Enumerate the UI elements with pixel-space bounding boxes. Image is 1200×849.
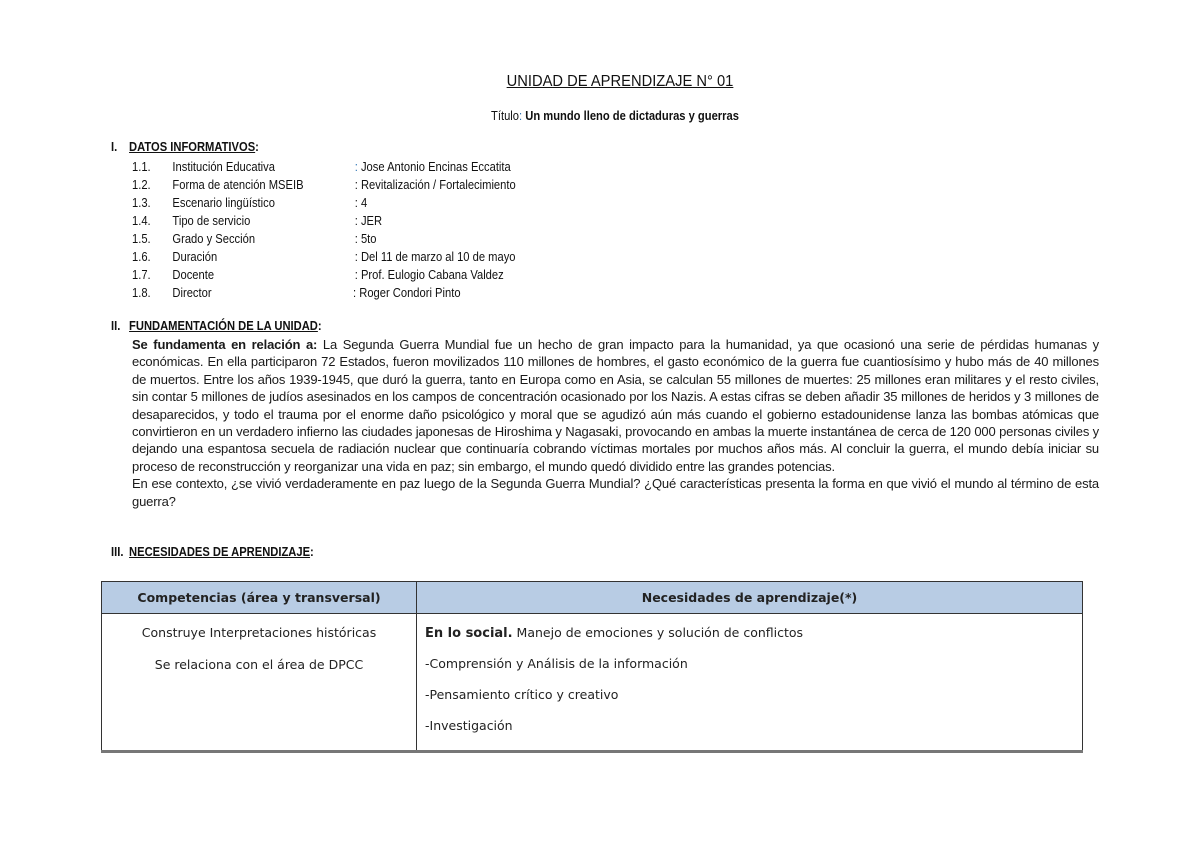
info-separator: : <box>354 195 358 210</box>
info-value-text: 4 <box>357 195 368 210</box>
info-number: 1.7. <box>132 267 151 282</box>
info-value <box>355 230 377 248</box>
column-header-competencias: Competencias (área y transversal) <box>102 582 417 614</box>
section-heading-datos <box>111 139 259 154</box>
info-value-text: Prof. Eulogio Cabana Valdez <box>357 267 504 282</box>
necesidad-item: -Pensamiento crítico y creativo <box>425 687 619 702</box>
cell-competencias <box>102 614 417 752</box>
info-value-text: Jose Antonio Encinas Eccatita <box>357 159 511 174</box>
info-number: 1.1. <box>132 159 151 174</box>
info-value-text: Del 11 de marzo al 10 de mayo <box>357 249 516 264</box>
subtitle-value: Un mundo lleno de dictaduras y guerras <box>522 108 739 123</box>
info-key: Institución Educativa <box>172 159 275 174</box>
fundamentacion-lead: Se fundamenta en relación a: <box>132 337 318 352</box>
info-separator: : <box>354 267 358 282</box>
info-value <box>355 212 382 230</box>
info-key: Docente <box>172 267 215 282</box>
info-separator: : <box>353 285 357 300</box>
competencia-item: Se relaciona con el área de DPCC <box>154 657 364 672</box>
document-subtitle <box>86 108 1144 123</box>
info-separator: : <box>354 249 358 264</box>
fundamentacion-text: La Segunda Guerra Mundial fue un hecho de gran impacto para la humanidad, ya que ocasionó una serie de pérdidas humanas y económicas. En ella participaron 72 Estados, fueron movilizados 110 millones de hombres, el gasto económico de la guerra fue cuantiosísimo y hubo más de 40 millones de muertos. Entre los años 1939-1945, que duró la guerra, tanto en Europa como en Asia, se calculan 55 millones de muertes: 25 millones eran militares y el resto civiles, sin contar 5 millones de judíos asesinados en los campos de concentración ocasionado por los Nazis. A estas cifras se deben añadir 35 millones de heridos y 3 millones de desaparecidos, y todo el trauma por el enorme daño psicológico y moral que se agudizó aún más cuando el gobierno estadounidense lanza las bombas atómicas que convirtieron en un verdadero infierno las ciudades japonesas de Hiroshima y Nagasaki, provocando en ambas la muerte instantánea de cerca de 120 000 personas civiles y dejando una espantosa secuela de radiación nuclear que continuaría cobrando víctimas mortales por muchos años más. Al concluir la guerra, el mundo debía iniciar su proceso de reconstrucción y reorganizar una vida en paz; sin embargo, el mundo quedó dividido entre las grandes potencias. <box>132 337 1099 474</box>
info-number: 1.8. <box>132 285 151 300</box>
section-title: NECESIDADES DE APRENDIZAJE <box>129 544 311 559</box>
section-colon: : <box>317 318 322 333</box>
section-colon: : <box>310 544 314 559</box>
info-value-text: Roger Condori Pinto <box>356 285 461 300</box>
page-title: UNIDAD DE APRENDIZAJE N° 01 <box>506 73 734 90</box>
info-separator: : <box>354 231 358 246</box>
section-title: DATOS INFORMATIVOS <box>129 139 256 154</box>
section-title: FUNDAMENTACIÓN DE LA UNIDAD <box>129 318 318 333</box>
info-separator: : <box>354 159 358 174</box>
fundamentacion-question: En ese contexto, ¿se vivió verdaderamente en paz luego de la Segunda Guerra Mundial? ¿Qué características presenta la forma en que vivió el mundo al término de esta guerra? <box>132 476 1099 509</box>
fundamentacion-paragraph <box>132 336 1099 475</box>
necesidad-item-social <box>425 625 1082 656</box>
necesidad-item: -Investigación <box>425 718 513 733</box>
section-heading-necesidades <box>111 544 314 559</box>
info-value <box>355 194 367 212</box>
necesidad-bold-label: En lo social. <box>425 626 513 641</box>
section-number: I. <box>111 139 118 154</box>
info-key: Director <box>172 285 212 300</box>
section-number: II. <box>111 318 121 333</box>
info-key: Forma de atención MSEIB <box>172 177 304 192</box>
table-header-row <box>102 582 1083 614</box>
info-value-text: JER <box>357 213 383 228</box>
necesidad-item: -Comprensión y Análisis de la información <box>425 656 688 671</box>
info-value <box>355 248 516 266</box>
table-row <box>102 614 1083 752</box>
info-number: 1.6. <box>132 249 151 264</box>
info-value-text: 5to <box>357 231 377 246</box>
necesidad-text: Manejo de emociones y solución de conflictos <box>512 625 804 640</box>
info-key: Escenario lingüístico <box>172 195 275 210</box>
info-separator: : <box>354 177 358 192</box>
section-colon: : <box>255 139 259 154</box>
column-header-necesidades: Necesidades de aprendizaje(*) <box>417 582 1083 614</box>
info-value <box>353 284 461 302</box>
info-value-text: Revitalización / Fortalecimiento <box>357 177 516 192</box>
info-value <box>355 266 504 284</box>
section-heading-fundamentacion <box>111 318 322 333</box>
fundamentacion-body <box>132 336 1099 510</box>
info-number: 1.2. <box>132 177 151 192</box>
cell-necesidades <box>417 614 1083 752</box>
info-key: Tipo de servicio <box>172 213 251 228</box>
necesidades-table <box>101 581 1083 753</box>
info-number: 1.4. <box>132 213 151 228</box>
info-value <box>355 158 511 176</box>
subtitle-label: Título <box>491 108 520 123</box>
section-number: III. <box>111 544 124 559</box>
subtitle-colon: : <box>519 108 523 123</box>
info-number: 1.3. <box>132 195 151 210</box>
competencia-item: Construye Interpretaciones históricas <box>141 625 377 640</box>
info-value <box>355 176 516 194</box>
info-key: Duración <box>172 249 218 264</box>
info-number: 1.5. <box>132 231 151 246</box>
info-separator: : <box>354 213 358 228</box>
info-key: Grado y Sección <box>172 231 256 246</box>
